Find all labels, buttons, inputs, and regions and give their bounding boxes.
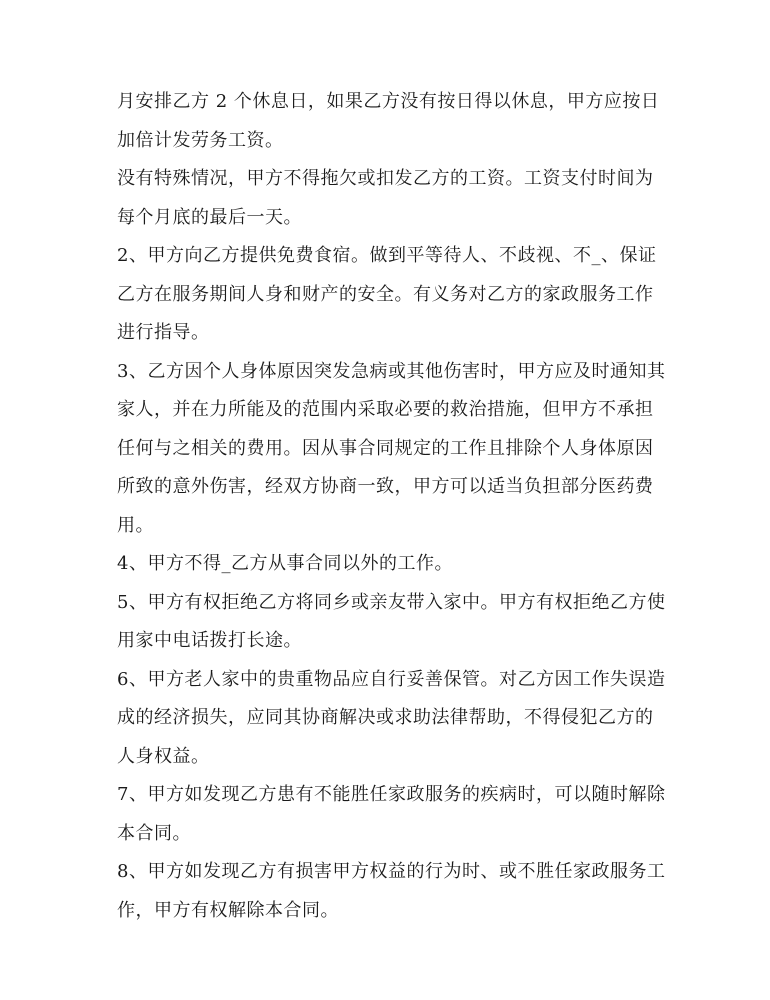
text-line: 3、乙方因个人身体原因突发急病或其他伤害时，甲方应及时通知其: [117, 360, 666, 382]
text-line: 作，甲方有权解除本合同。: [117, 899, 339, 921]
text-line: 本合同。: [117, 822, 191, 844]
text-line: 没有特殊情况，甲方不得拖欠或扣发乙方的工资。工资支付时间为: [117, 168, 654, 189]
text-line: 月安排乙方 2 个休息日，如果乙方没有按日得以休息，甲方应按日: [117, 91, 660, 112]
text-line: 加倍计发劳务工资。: [117, 129, 284, 151]
text-line: 用。: [117, 514, 154, 536]
text-line: 用家中电话拨打长途。: [117, 630, 302, 651]
text-line: 进行指导。: [117, 322, 210, 343]
text-line: 家人，并在力所能及的范围内采取必要的救治措施，但甲方不承担: [117, 399, 654, 420]
document-body: [117, 83, 666, 930]
text-line: 所致的意外伤害，经双方协商一致，甲方可以适当负担部分医药费: [117, 476, 654, 497]
text-line: 8、甲方如发现乙方有损害甲方权益的行为时、或不胜任家政服务工: [117, 861, 666, 882]
text-line: 乙方在服务期间人身和财产的安全。有义务对乙方的家政服务工作: [117, 283, 654, 305]
text-line: 2、甲方向乙方提供免费食宿。做到平等待人、不歧视、不_、保证: [117, 245, 657, 266]
text-line: 每个月底的最后一天。: [117, 206, 302, 228]
text-line: 5、甲方有权拒绝乙方将同乡或亲友带入家中。甲方有权拒绝乙方使: [117, 591, 666, 613]
text-line: 4、甲方不得_乙方从事合同以外的工作。: [117, 553, 453, 574]
text-line: 6、甲方老人家中的贵重物品应自行妥善保管。对乙方因工作失误造: [117, 668, 666, 690]
text-line: 任何与之相关的费用。因从事合同规定的工作且排除个人身体原因: [117, 437, 654, 459]
text-line: 7、甲方如发现乙方患有不能胜任家政服务的疾病时，可以随时解除: [117, 784, 666, 805]
text-line: 成的经济损失，应同其协商解决或求助法律帮助，不得侵犯乙方的: [117, 707, 654, 728]
text-line: 人身权益。: [117, 745, 210, 767]
